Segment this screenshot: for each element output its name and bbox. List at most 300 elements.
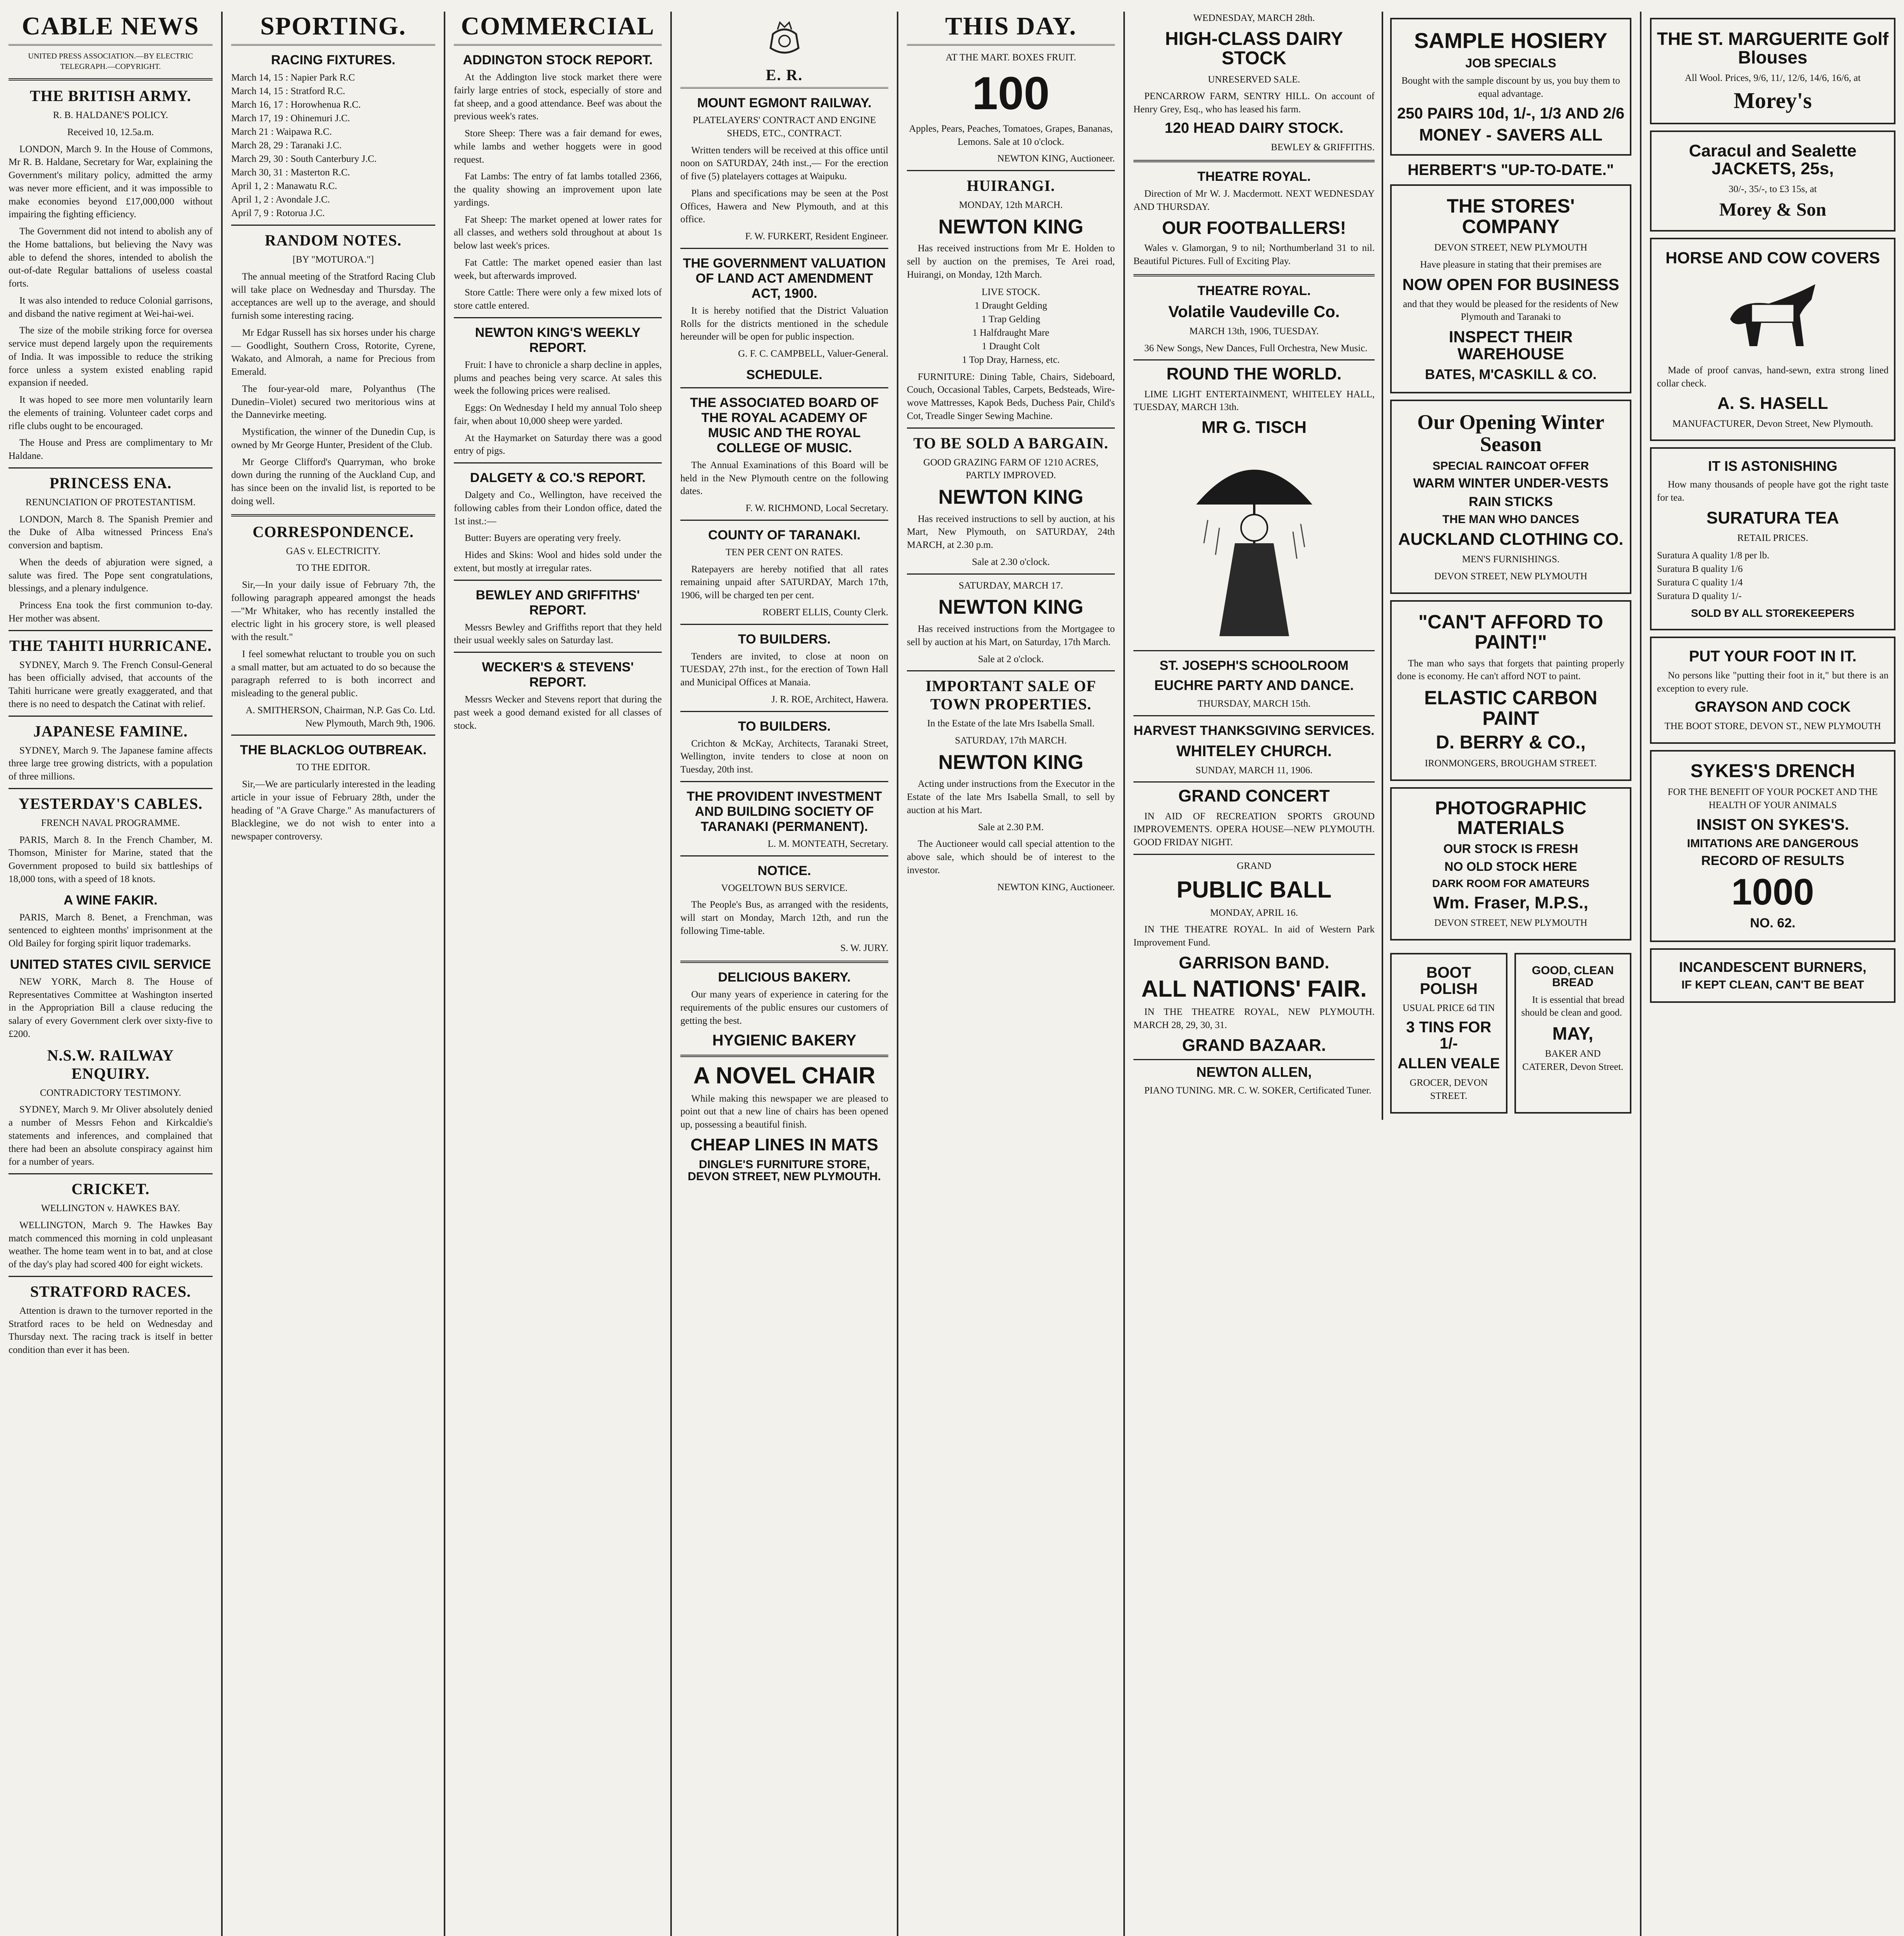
bread-ad [1514, 953, 1632, 1114]
article-body: Fat Sheep: The market opened at lower rates for all classes, and wethers sold throughout at about 1s below last week's prices. [454, 214, 662, 251]
article-body: SYDNEY, March 9. The French Consul-General has been officially advised, that accounts of the Tahiti hurricane were greatly exaggerated, and that there is no need to despatch the Catinat with relief. [9, 659, 213, 709]
ad-address: THE BOOT STORE, DEVON ST., NEW PLYMOUTH [1664, 721, 1881, 732]
headline: ADDINGTON STOCK REPORT. [463, 53, 653, 67]
ad-slogan: IF KEPT CLEAN, CAN'T BE BEAT [1681, 978, 1864, 992]
record-number: NO. 62. [1750, 915, 1796, 930]
ad-price: 30/-, 35/-, to £3 15s, at [1729, 184, 1817, 194]
concert-title: GRAND CONCERT [1178, 786, 1330, 806]
auctioneer-name: NEWTON KING [938, 215, 1083, 238]
headline: A WINE FAKIR. [64, 892, 158, 908]
golf-blouses-ad [1650, 18, 1895, 124]
burners-ad [1650, 948, 1895, 1003]
winter-season-ad [1390, 400, 1631, 594]
auctioneer-signature: NEWTON KING, Auctioneer. [997, 882, 1115, 892]
column-sporting [223, 12, 445, 1936]
headline: TO BE SOLD A BARGAIN. [913, 434, 1109, 452]
crest-label: E. R. [680, 66, 888, 89]
ad-title: IT IS ASTONISHING [1708, 458, 1838, 474]
sale-time: Sale at 2 o'clock. [978, 654, 1044, 664]
event-title: EUCHRE PARTY AND DANCE. [1154, 677, 1354, 693]
auction-location: AT THE MART. BOXES FRUIT. [946, 52, 1076, 63]
headline: CRICKET. [71, 1180, 150, 1198]
headline: THE PROVIDENT INVESTMENT AND BUILDING SOCIETY OF TARANAKI (PERMANENT). [687, 789, 882, 834]
ad-headline: NOW OPEN FOR BUSINESS [1402, 275, 1619, 293]
auction-body: Has received instructions to sell by auction, at his Mart, New Plymouth, on SATURDAY, 24th MARCH, at 2.30 p.m. [907, 513, 1115, 551]
headline: THE GOVERNMENT VALUATION OF LAND ACT AMENDMENT ACT, 1900. [683, 256, 886, 301]
notice-signature: F. W. FURKERT, Resident Engineer. [745, 231, 888, 242]
headline: NEWTON KING'S WEEKLY REPORT. [475, 325, 641, 355]
divider [680, 624, 888, 625]
divider [454, 317, 662, 318]
article-body: Sir,—We are particularly interested in the leading article in your issue of February 28th, under the heading of "A Grave Charge." As manufacturers of Blacklegine, we do not wish to enter into a newspaper controversy. [231, 779, 435, 842]
headline: JAPANESE FAMINE. [33, 722, 188, 740]
advertiser-name: NEWTON ALLEN, [1196, 1064, 1312, 1080]
ad-signature: D. BERRY & CO., [1436, 732, 1586, 753]
article-body: SYDNEY, March 9. The Japanese famine affects three large tree growing districts, with a population of three millions. [9, 745, 213, 782]
ad-title: THE ST. MARGUERITE Golf Blouses [1657, 29, 1889, 68]
divider [680, 248, 888, 249]
article-body: Sir,—In your daily issue of February 7th, the following paragraph appeared amongst the heads—"Mr Whitaker, who has recently installed the electric light in his grocery store, is well pleased with the result." [231, 580, 435, 642]
byline: [BY "MOTUROA."] [292, 254, 374, 265]
divider [680, 711, 888, 712]
ad-body: and that they would be pleased for the residents of New Plymouth and Taranaki to [1403, 299, 1619, 323]
sample-hosiery-ad [1390, 18, 1631, 156]
article-body: Fat Cattle: The market opened easier than last week, but afterwards improved. [454, 257, 662, 281]
divider [907, 670, 1115, 671]
headline: NOTICE. [757, 863, 811, 878]
article-body: Dalgety and Co., Wellington, have received the following cables from their London office, dated the 1st inst.:— [454, 490, 662, 527]
ad-body: LIME LIGHT ENTERTAINMENT, WHITELEY HALL, TUESDAY, MARCH 13th. [1133, 389, 1375, 413]
article-body: WELLINGTON, March 9. The Hawkes Bay match commenced this morning in cold unpleasant weather. The home team went in to bat, and at close of the day's play had scored 400 for eight wickets. [9, 1220, 213, 1270]
headline: A NOVEL CHAIR [693, 1062, 876, 1088]
ad-body: IN THE THEATRE ROYAL, NEW PLYMOUTH. MARCH 28, 29, 30, 31. [1133, 1007, 1375, 1030]
ad-signature: SOLD BY ALL STOREKEEPERS [1691, 607, 1855, 619]
column-right-ads [1640, 12, 1904, 1936]
livestock-list: LIVE STOCK. 1 Draught Gelding 1 Trap Gelding 1 Halfdraught Mare 1 Draught Colt 1 Top Dray, Harness, etc. [962, 287, 1060, 365]
divider [1133, 1059, 1375, 1060]
stores-company-ad [1390, 184, 1631, 393]
auction-body: FURNITURE: Dining Table, Chairs, Sideboard, Couch, Occasional Tables, Carpets, Bedsteads, Wire-wove Mattresses, Kapok Beds, Duchess Pair, Child's Cot, Treadle Singer Sewing Machine. [907, 371, 1115, 421]
entertainments-subcolumn [1133, 12, 1383, 1120]
received: Received 10, 12.5a.m. [67, 127, 154, 137]
notice-signature: ROBERT ELLIS, County Clerk. [762, 607, 888, 618]
ad-signature: BATES, M'CASKILL & CO. [1425, 366, 1597, 383]
divider [1133, 854, 1375, 855]
ad-body: The man who says that forgets that painting properly done is economy. He can't afford NOT to paint. [1397, 658, 1624, 682]
auction-items: Apples, Pears, Peaches, Tomatoes, Grapes, Bananas, Lemons. Sale at 10 o'clock. [909, 123, 1113, 147]
headline: IMPORTANT SALE OF TOWN PROPERTIES. [925, 677, 1096, 713]
ad-body: All Wool. Prices, 9/6, 11/, 12/6, 14/6, 16/6, at [1684, 72, 1861, 83]
sale-date: WEDNESDAY, MARCH 28th. [1193, 13, 1315, 23]
divider [1133, 781, 1375, 783]
auction-date: MONDAY, 12th MARCH. [959, 200, 1063, 210]
headline: THEATRE ROYAL. [1197, 283, 1311, 298]
ad-headline: WARM WINTER UNDER-VESTS [1413, 476, 1609, 491]
ad-body: IN AID OF RECREATION SPORTS GROUND IMPROVEMENTS. OPERA HOUSE—NEW PLYMOUTH. GOOD FRIDAY NIGHT. [1133, 811, 1375, 848]
ad-subtitle: MEN'S FURNISHINGS. [1462, 554, 1560, 565]
vaudeville-title: Volatile Vaudeville Co. [1168, 302, 1340, 321]
auction-date: SATURDAY, 17th MARCH. [955, 735, 1067, 746]
headline: TO BUILDERS. [738, 719, 831, 734]
article-body: Hides and Skins: Wool and hides sold under the extent, but mostly at irregular rates. [454, 550, 662, 573]
ad-warning: IMITATIONS ARE DANGEROUS [1687, 837, 1859, 850]
notice-signature: F. W. RICHMOND, Local Secretary. [745, 503, 888, 513]
results-count: 1000 [1731, 871, 1814, 913]
store-name: DINGLE'S FURNITURE STORE, DEVON STREET, NEW PLYMOUTH. [688, 1158, 881, 1183]
estate-name: In the Estate of the late Mrs Isabella Small. [927, 718, 1095, 729]
column-commercial [445, 12, 672, 1936]
article-body: The House and Press are complimentary to Mr Haldane. [9, 438, 213, 461]
divider [9, 716, 213, 717]
sale-time: Sale at 2.30 P.M. [978, 822, 1044, 832]
headline: STRATFORD RACES. [30, 1282, 191, 1300]
ad-title: PHOTOGRAPHIC MATERIALS [1435, 798, 1587, 838]
notice-body: The People's Bus, as arranged with the residents, will start on Monday, March 12th, and run the following Time-table. [680, 899, 888, 936]
article-body: Mr Edgar Russell has six horses under his charge — Goodlight, Southern Cross, Rotorite, Cyrene, Wakato, and Almorah, a name for Precious from Emerald. [231, 327, 435, 377]
ad-title: SYKES'S DRENCH [1690, 761, 1855, 782]
headline: THE ASSOCIATED BOARD OF THE ROYAL ACADEMY OF MUSIC AND THE ROYAL COLLEGE OF MUSIC. [690, 395, 879, 455]
subhead: PLATELAYERS' CONTRACT AND ENGINE SHEDS, ETC., CONTRACT. [692, 115, 876, 139]
article-body: I feel somewhat reluctant to trouble you on such a small matter, but am actuated to do so because the paragraph referred to is both incorrect and misleading to the general public. [231, 649, 435, 699]
article-body: It was hoped to see more men voluntarily learn the elements of training. Volunteer cadet corps and rifle clubs ought to be encouraged. [9, 395, 213, 431]
article-body: PARIS, March 8. In the French Chamber, M. Thomson, Minister for Marine, stated that the Government proposed to build six battleships of 18,000 tons, with a speed of 18 knots. [9, 834, 213, 884]
footballers-title: OUR FOOTBALLERS! [1162, 217, 1346, 238]
article-body: Eggs: On Wednesday I held my annual Tolo sheep fair, when about 10,000 sheep were yarded. [454, 403, 662, 426]
headline: TO BUILDERS. [738, 632, 831, 647]
article-body: The four-year-old mare, Polyanthus (The Dunedin–Violet) secured two meritorious wins at the Dannevirke meeting. [231, 383, 435, 420]
headline: N.S.W. RAILWAY ENQUIRY. [47, 1046, 174, 1082]
byline: UNITED PRESS ASSOCIATION.—BY ELECTRIC TELEGRAPH.—COPYRIGHT. [28, 52, 193, 71]
horse-icon [1715, 273, 1831, 358]
article-body: Fat Lambs: The entry of fat lambs totalled 2366, the quality showing an improvement upon late yardings. [454, 171, 662, 208]
ad-headline: INSIST ON SYKES'S. [1696, 816, 1849, 833]
ad-body: PIANO TUNING. MR. C. W. SOKER, Certificated Tuner. [1144, 1085, 1372, 1096]
divider [9, 630, 213, 631]
headline: PRINCESS ENA. [49, 474, 172, 492]
subhead: VOGELTOWN BUS SERVICE. [721, 882, 848, 893]
ad-body: It is essential that bread should be clean and good. [1521, 994, 1624, 1018]
ad-price: 250 PAIRS 10d, 1/-, 1/3 AND 2/6 [1397, 105, 1624, 122]
ad-body: Wales v. Glamorgan, 9 to nil; Northumberland 31 to nil. Beautiful Pictures. Full of Exciting Play. [1133, 243, 1375, 266]
masthead-cable-news: CABLE NEWS [9, 12, 213, 46]
ad-signature: A. S. HASELL [1717, 394, 1828, 413]
headline: HIGH-CLASS DAIRY STOCK [1165, 28, 1343, 69]
masthead-this-day: THIS DAY. [907, 12, 1115, 46]
ad-body: How many thousands of people have got the right taste for tea. [1657, 479, 1889, 503]
subhead: GAS v. ELECTRICITY. [286, 546, 381, 556]
article-body: Messrs Wecker and Stevens report that during the past week a good demand existed for all classes of stock. [454, 694, 662, 731]
ad-body: IN THE THEATRE ROYAL. In aid of Western Park Improvement Fund. [1133, 924, 1375, 948]
ad-address: GROCER, DEVON STREET. [1410, 1078, 1488, 1101]
band-name: GARRISON BAND. [1179, 953, 1329, 972]
column-entertainments-and-ads [1125, 12, 1640, 1936]
article-body: The Government did not intend to abolish any of the Home battalions, but believing the Navy was able to defend the shores, intended to abolish the out-of-date Regular battalions of useless coastal forts. [9, 226, 213, 289]
divider [231, 514, 435, 517]
salutation: TO THE EDITOR. [296, 762, 370, 773]
auctioneer-name: NEWTON KING [938, 596, 1083, 619]
ad-headline: RAIN STICKS [1468, 494, 1553, 509]
column-auctions [898, 12, 1125, 1936]
notice-signature: J. R. ROE, Architect, Hawera. [771, 694, 888, 705]
letter-signature: A. SMITHERSON, Chairman, N.P. Gas Co. Ltd. New Plymouth, March 9th, 1906. [246, 705, 435, 729]
ad-subtitle: RETAIL PRICES. [1737, 532, 1808, 543]
auction-item: GOOD GRAZING FARM OF 1210 ACRES, PARTLY IMPROVED. [923, 457, 1099, 481]
notice-body: While making this newspaper we are pleased to point out that a new line of chairs has been opened up, possessing a beautiful finish. [680, 1093, 888, 1130]
column-cable-news [0, 12, 223, 1936]
ball-title: PUBLIC BALL [1176, 876, 1332, 903]
ad-body: USUAL PRICE 6d TIN [1403, 1002, 1495, 1013]
divider [1133, 359, 1375, 360]
article-body: It was also intended to reduce Colonial garrisons, and disband the native regiment at Wei-hai-wei. [9, 295, 213, 319]
ad-signature: ALLEN VEALE [1398, 1056, 1500, 1072]
event-date: MONDAY, APRIL 16. [1210, 907, 1298, 918]
ad-address: BAKER AND CATERER, Devon Street. [1522, 1049, 1624, 1073]
divider [1133, 650, 1375, 651]
divider [9, 467, 213, 469]
divider [9, 788, 213, 789]
divider [907, 573, 1115, 575]
headline: RANDOM NOTES. [264, 232, 402, 249]
photographic-ad [1390, 787, 1631, 940]
article-body: Princess Ena took the first communion to-day. Her mother was absent. [9, 600, 213, 624]
ad-title: THE STORES' COMPANY [1447, 195, 1575, 237]
ad-signature: MAY, [1552, 1023, 1593, 1044]
boot-store-ad [1650, 637, 1895, 744]
auctioneer-signature: NEWTON KING, Auctioneer. [997, 153, 1115, 164]
ad-body: PENCARROW FARM, SENTRY HILL. On account of Henry Grey, Esq., who has leased his farm. [1133, 91, 1375, 115]
divider [1133, 715, 1375, 716]
ad-headline: RECORD OF RESULTS [1701, 853, 1844, 868]
tea-price-list: Suratura A quality 1/8 per lb. Suratura B quality 1/6 Suratura C quality 1/4 Suratura D quality 1/- [1657, 550, 1770, 601]
divider [9, 78, 213, 81]
auction-body: Acting under instructions from the Executor in the Estate of the late Mrs Isabella Small, to sell by auction at his Mart. [907, 779, 1115, 815]
ad-body: Direction of Mr W. J. Macdermott. NEXT WEDNESDAY AND THURSDAY. [1133, 189, 1375, 213]
column-notices [672, 12, 898, 1936]
ad-signature: Morey's [1734, 88, 1812, 113]
ad-price: 3 TINS FOR 1/- [1406, 1019, 1492, 1052]
article-body: LONDON, March 8. The Spanish Premier and the Duke of Alba witnessed Princess Ena's conversion and baptism. [9, 514, 213, 551]
herberts-ad: HERBERT'S "UP-TO-DATE." [1408, 161, 1614, 179]
article-body: Store Sheep: There was a fair demand for ewes, while lambs and wether hoggets were in good request. [454, 128, 662, 165]
ad-signature: Morey & Son [1719, 199, 1827, 220]
ad-address: MANUFACTURER, Devon Street, New Plymouth. [1672, 418, 1873, 429]
headline: HUIRANGI. [967, 177, 1055, 194]
auctioneer-name: NEWTON KING [938, 486, 1083, 509]
headline: RACING FIXTURES. [271, 53, 396, 67]
subhead: WELLINGTON v. HAWKES BAY. [41, 1203, 180, 1213]
headline: THE BLACKLOG OUTBREAK. [240, 743, 427, 758]
divider [231, 735, 435, 736]
auctioneer-name: NEWTON KING [938, 751, 1083, 774]
ad-signature: Wm. Fraser, M.P.S., [1433, 893, 1588, 912]
ad-signature: AUCKLAND CLOTHING CO. [1398, 529, 1624, 549]
auction-date: SATURDAY, MARCH 17. [958, 580, 1063, 591]
ad-title: PUT YOUR FOOT IN IT. [1689, 647, 1857, 665]
notice-signature: G. F. C. CAMPBELL, Valuer-General. [738, 348, 888, 359]
ad-headline: ELASTIC CARBON PAINT [1424, 687, 1598, 729]
ad-title: HORSE AND COW COVERS [1665, 248, 1880, 267]
ball-prefix: GRAND [1237, 860, 1271, 871]
racing-fixtures-list: March 14, 15 : Napier Park R.C March 14, 15 : Stratford R.C. March 16, 17 : Horowhenua R.C. March 17, 19 : Ohinemuri J.C. March 21 : Waipawa R.C. March 28, 29 : Taranaki J.C. March 29, 30 : South Canterbury J.C. March 30, 31 : Masterton R.C. April 1, 2 : Manawatu R.C. April 1, 2 : Avondale J.C. April 7, 9 : Rotorua J.C. [231, 72, 377, 218]
ad-body: FOR THE BENEFIT OF YOUR POCKET AND THE HEALTH OF YOUR ANIMALS [1667, 787, 1878, 811]
paint-ad [1390, 600, 1631, 781]
ad-address: IRONMONGERS, BROUGHAM STREET. [1425, 758, 1597, 769]
headline: HARVEST THANKSGIVING SERVICES. [1133, 723, 1375, 738]
divider [1133, 274, 1375, 276]
headline: ROUND THE WORLD. [1166, 364, 1342, 384]
headline: DELICIOUS BAKERY. [718, 970, 851, 985]
notice-body: It is hereby notified that the District Valuation Rolls for the districts mentioned in the schedule hereunder will be open for public inspection. [680, 305, 888, 342]
suratura-tea-ad [1650, 447, 1895, 630]
subhead: TEN PER CENT ON RATES. [725, 547, 843, 558]
article-body: The annual meeting of the Stratford Racing Club will take place on Wednesday and Thursday. The acceptances are well up to the average, and should furnish some interesting racing. [231, 271, 435, 321]
article-body: Mr George Clifford's Quarryman, who broke down during the running of the Auckland Cup, and has since been on the invalid list, is reported to be doing well. [231, 457, 435, 506]
horse-covers-ad [1650, 238, 1895, 441]
notice-signature: L. M. MONTEATH, Secretary. [767, 838, 888, 849]
divider [454, 652, 662, 653]
headline: UNITED STATES CIVIL SERVICE [10, 957, 211, 972]
divider [680, 781, 888, 782]
ad-headline: THE MAN WHO DANCES [1442, 513, 1580, 526]
article-body: PARIS, March 8. Benet, a Frenchman, was sentenced to eighteen months' imprisonment at the Old Bailey for forging spirit liquor trademarks. [9, 912, 213, 949]
ad-headline: DARK ROOM FOR AMATEURS [1432, 877, 1590, 890]
article-body: At the Haymarket on Saturday there was a good entry of pigs. [454, 433, 662, 457]
auction-body: Has received instructions from the Mortgagee to sell by auction at his Mart, on Saturday, 17th March. [907, 624, 1115, 647]
ad-address: DEVON STREET, NEW PLYMOUTH [1434, 917, 1588, 928]
headline: THE TAHITI HURRICANE. [9, 637, 212, 654]
article-body: Store Cattle: There were only a few mixed lots of store cattle entered. [454, 287, 662, 311]
ad-address: DEVON STREET, NEW PLYMOUTH [1434, 571, 1588, 582]
article-body: The size of the mobile striking force for oversea service must depend largely upon the requirements of India. It was impossible to reduce the striking force unless a system existed enabling rapid expansion if needed. [9, 325, 213, 388]
performer-name: MR G. TISCH [1201, 418, 1307, 437]
divider [9, 1276, 213, 1277]
subhead: R. B. HALDANE'S POLICY. [53, 110, 168, 120]
notice-body: Our many years of experience in catering for the requirements of the public ensures our customers of getting the best. [680, 989, 888, 1026]
divider [9, 1173, 213, 1174]
article-body: Fruit: I have to chronicle a sharp decline in apples, plums and peaches being very scarce. At sales this week the following prices were realised. [454, 359, 662, 396]
ad-headline: SURATURA TEA [1706, 508, 1839, 527]
ad-signature: BEWLEY & GRIFFITHS. [1271, 142, 1375, 153]
headline: YESTERDAY'S CABLES. [18, 795, 203, 812]
ad-headline: SPECIAL RAINCOAT OFFER [1432, 459, 1589, 472]
ad-title: "CAN'T AFFORD TO PAINT!" [1418, 611, 1604, 653]
article-body: NEW YORK, March 8. The House of Representatives Committee at Washington inserted in the Appropriation Bill a clause reducing the salary of every Government clerk over sixty-five to £200. [9, 976, 213, 1039]
ad-title: SAMPLE HOSIERY [1414, 28, 1607, 53]
ad-headline: NO OLD STOCK HERE [1444, 859, 1577, 874]
ad-subtitle: JOB SPECIALS [1465, 56, 1556, 70]
woman-umbrella-illustration [1185, 443, 1324, 644]
boxes-count: 100 [972, 67, 1050, 119]
divider [680, 1055, 888, 1057]
headline: ST. JOSEPH'S SCHOOLROOM [1159, 658, 1349, 673]
article-body: Attention is drawn to the turnover reported in the Stratford races to be held on Wednesday and Thursday next. The racing track is itself in better condition than ever it has been. [9, 1305, 213, 1355]
auction-body: Has received instructions from Mr E. Holden to sell by auction on the premises, Te Arei road, Huirangi, on Monday, 12th March. [907, 243, 1115, 280]
article-body: When the deeds of abjuration were signed, a salute was fired. The Pope sent congratulations, blessings, and a plenary indulgence. [9, 557, 213, 594]
event-date: THURSDAY, MARCH 15th. [1197, 698, 1311, 709]
headline: THEATRE ROYAL. [1197, 169, 1311, 184]
ad-body: Made of proof canvas, hand-sewn, extra strong lined collar check. [1657, 365, 1889, 389]
caracul-ad [1650, 130, 1895, 232]
sykes-drench-ad [1650, 750, 1895, 942]
bakery-name: HYGIENIC BAKERY [712, 1032, 857, 1049]
ad-headline: OUR STOCK IS FRESH [1443, 842, 1578, 856]
subhead: FRENCH NAVAL PROGRAMME. [41, 817, 180, 828]
ad-body: Have pleasure in stating that their premises are [1420, 259, 1602, 270]
divider [680, 387, 888, 388]
ad-title: Our Opening Winter Season [1417, 410, 1605, 456]
divider [680, 961, 888, 963]
ad-signature: GRAYSON AND COCK [1695, 699, 1851, 716]
headline: MOUNT EGMONT RAILWAY. [697, 96, 872, 110]
masthead-commercial: COMMERCIAL [454, 12, 662, 46]
subhead: CONTRADICTORY TESTIMONY. [40, 1087, 181, 1098]
ads-subcolumn [1390, 12, 1631, 1120]
ad-body: Bought with the sample discount by us, you buy them to equal advantage. [1401, 76, 1620, 100]
ad-slogan: MONEY - SAVERS ALL [1419, 125, 1603, 144]
divider [680, 855, 888, 856]
headline: COUNTY OF TARANAKI. [708, 527, 861, 542]
article-body: SYDNEY, March 9. Mr Oliver absolutely denied a number of Messrs Fehon and Kirkcaldie's statements and inferences, and complained that there had been an absolute conspiracy against him for a number of years. [9, 1104, 213, 1167]
headline: BEWLEY AND GRIFFITHS' REPORT. [476, 587, 640, 618]
divider [231, 225, 435, 226]
auction-body: The Auctioneer would call special attention to the above sale, which should be of interest to the investor. [907, 839, 1115, 875]
church-name: WHITELEY CHURCH. [1176, 742, 1332, 760]
article-body: Messrs Bewley and Griffiths report that they held their usual weekly sales on Saturday last. [454, 622, 662, 646]
wide-column-grid [1133, 12, 1631, 1120]
notice-body: Tenders are invited, to close at noon on TUESDAY, 27th inst., for the erection of Town Hall and Municipal Offices at Manaia. [680, 651, 888, 688]
headline: DALGETY & CO.'S REPORT. [470, 470, 646, 485]
divider [1133, 160, 1375, 162]
salutation: TO THE EDITOR. [296, 563, 370, 573]
notice-body: Written tenders will be received at this office until noon on SATURDAY, 24th inst.,— For the erection of five (5) platelayers cottages at Waipuku. [680, 145, 888, 182]
divider [454, 462, 662, 463]
divider [680, 520, 888, 521]
boot-polish-ad [1390, 953, 1507, 1114]
ad-title: GOOD, CLEAN BREAD [1531, 964, 1614, 989]
sale-time: Sale at 2.30 o'clock. [972, 556, 1050, 567]
event-date: SUNDAY, MARCH 11, 1906. [1195, 765, 1313, 776]
headline: SCHEDULE. [746, 367, 822, 382]
headline: THE BRITISH ARMY. [30, 87, 191, 105]
subhead: RENUNCIATION OF PROTESTANTISM. [26, 497, 196, 508]
notice-body: The Annual Examinations of this Board will be held in the New Plymouth centre on the following dates. [680, 460, 888, 497]
divider [454, 580, 662, 581]
article-body: At the Addington live stock market there were fairly large entries of stock, especially of store and fat sheep, and a good attendance. Beef was about the previous week's rates. [454, 72, 662, 122]
ad-address: DEVON STREET, NEW PLYMOUTH [1434, 242, 1588, 253]
masthead-sporting: SPORTING. [231, 12, 435, 46]
article-body: Butter: Buyers are operating very freely. [465, 533, 621, 544]
bazaar-title: GRAND BAZAAR. [1182, 1035, 1326, 1055]
royal-crest-icon [761, 15, 808, 62]
article-body: LONDON, March 9. In the House of Commons, Mr R. B. Haldane, Secretary for War, explaining the Government's military policy, admitted the army was never more efficient, and it was impossible to make economies beyond £17,000,000 without impairing the fighting efficiency. [9, 144, 213, 220]
article-body: Mystification, the winner of the Dunedin Cup, is owned by Mr George Hunter, President of the Club. [231, 427, 435, 450]
notice-body: Ratepayers are hereby notified that all rates remaining unpaid after SATURDAY, March 17th, 1906, will be charged ten per cent. [680, 564, 888, 601]
small-ads-row [1390, 947, 1631, 1120]
divider [907, 170, 1115, 171]
ad-title: Caracul and Sealette JACKETS, 25s, [1689, 141, 1857, 178]
ad-title: INCANDESCENT BURNERS, [1679, 959, 1867, 975]
fair-title: ALL NATIONS' FAIR. [1141, 976, 1367, 1002]
notice-body: Plans and specifications may be seen at the Post Offices, Hawera and New Plymouth, and at this office. [680, 188, 888, 225]
notice-body: Crichton & McKay, Architects, Taranaki Street, Wellington, invite tenders to close at noon on Tuesday, 20th inst. [680, 738, 888, 775]
notice-signature: S. W. JURY. [840, 942, 888, 953]
headline: WECKER'S & STEVENS' REPORT. [482, 660, 634, 690]
subhead: UNRESERVED SALE. [1208, 74, 1300, 85]
ad-body: No persons like "putting their foot in it," but there is an exception to every rule. [1657, 670, 1889, 694]
dairy-count: 120 HEAD DAIRY STOCK. [1164, 120, 1344, 136]
ad-headline: INSPECT THEIR WAREHOUSE [1449, 328, 1573, 363]
ad-title: BOOT POLISH [1420, 964, 1478, 997]
